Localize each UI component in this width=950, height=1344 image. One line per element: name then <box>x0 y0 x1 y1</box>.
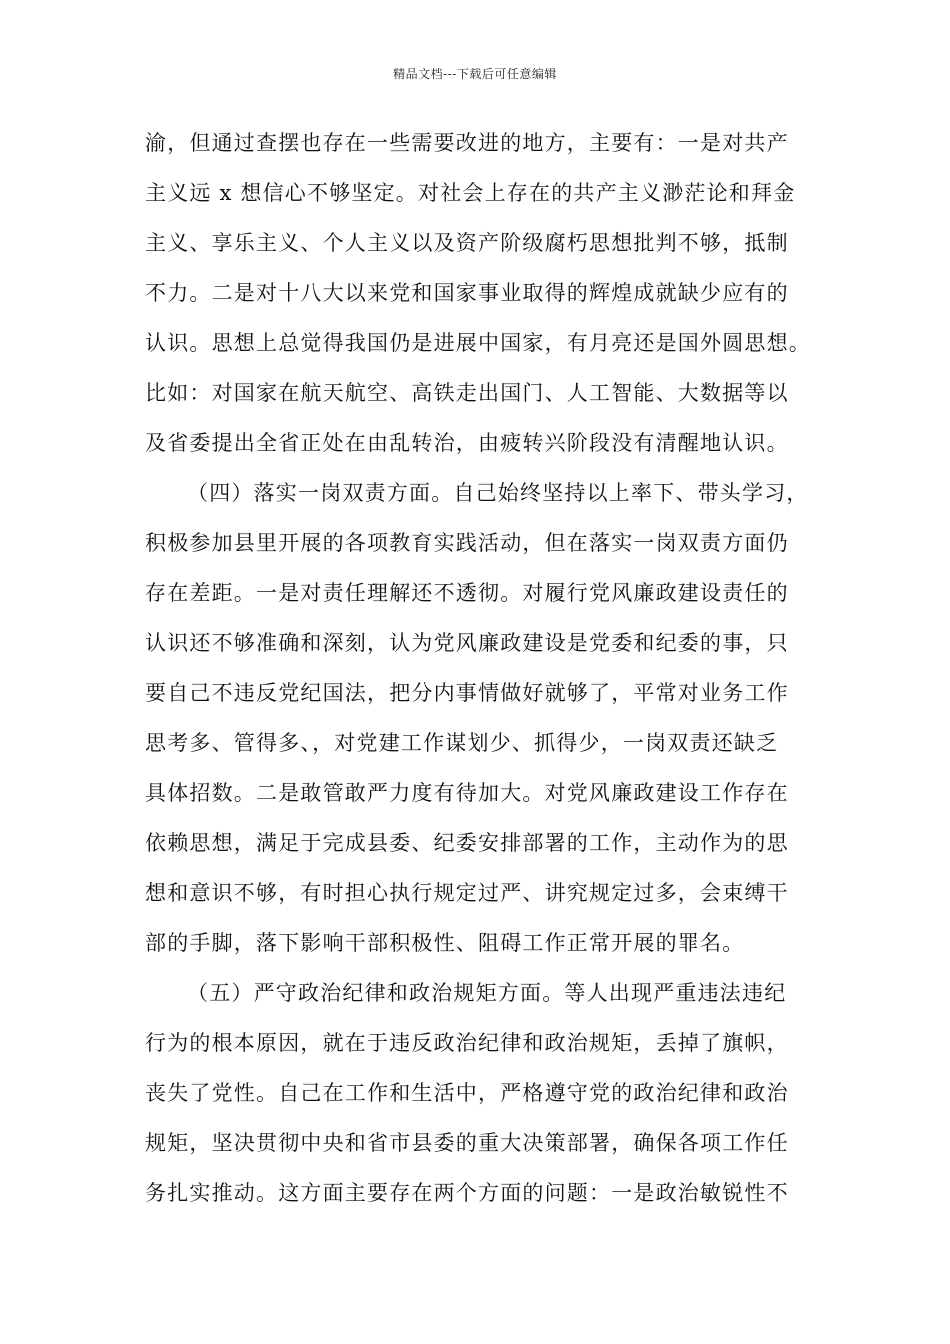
text-line: 比如：对国家在航天航空、高铁走出国门、人工智能、大数据等以 <box>145 381 789 405</box>
text-line: 思考多、管得多、，对党建工作谋划少、抓得少，一岗双责还缺乏 <box>145 731 779 755</box>
text-line: 认识。思想上总觉得我国仍是进展中国家，有月亮还是国外圆思想。 <box>145 331 811 355</box>
text-line: 行为的根本原因，就在于违反政治纪律和政治规矩，丢掉了旗帜， <box>145 1031 789 1055</box>
text-line: 及省委提出全省正处在由乱转治，由疲转兴阶段没有清醒地认识。 <box>145 431 789 455</box>
text-line: 丧失了党性。自己在工作和生活中，严格遵守党的政治纪律和政治 <box>145 1081 789 1105</box>
text-line: 规矩，坚决贯彻中央和省市县委的重大决策部署，确保各项工作任 <box>145 1131 789 1155</box>
text-line: 存在差距。一是对责任理解还不透彻。对履行党风廉政建设责任的 <box>145 581 789 605</box>
text-line: 不力。二是对十八大以来党和国家事业取得的辉煌成就缺少应有的 <box>145 281 789 305</box>
text-line: 主义远 x 想信心不够坚定。对社会上存在的共产主义渺茫论和拜金 <box>145 181 796 205</box>
text-line: 想和意识不够，有时担心执行规定过严、讲究规定过多，会束缚干 <box>145 881 789 905</box>
text-line: 认识还不够准确和深刻，认为党风廉政建设是党委和纪委的事，只 <box>145 631 789 655</box>
page-header: 精品文档---下载后可任意编辑 <box>393 67 557 81</box>
text-line: 依赖思想，满足于完成县委、纪委安排部署的工作，主动作为的思 <box>145 831 789 855</box>
text-line: 积极参加县里开展的各项教育实践活动，但在落实一岗双责方面仍 <box>145 531 789 555</box>
text-line: 具体招数。二是敢管敢严力度有待加大。对党风廉政建设工作存在 <box>145 781 789 805</box>
text-line: 主义、享乐主义、个人主义以及资产阶级腐朽思想批判不够，抵制 <box>145 231 789 255</box>
text-line: 要自己不违反党纪国法，把分内事情做好就够了，平常对业务工作 <box>145 681 789 705</box>
text-line: 渝，但通过查摆也存在一些需要改进的地方，主要有：一是对共产 <box>145 131 789 155</box>
text-line: 部的手脚，落下影响干部积极性、阻碍工作正常开展的罪名。 <box>145 931 745 955</box>
text-line: 务扎实推动。这方面主要存在两个方面的问题：一是政治敏锐性不 <box>145 1181 789 1205</box>
text-line: （五）严守政治纪律和政治规矩方面。等人出现严重违法违纪 <box>187 981 787 1005</box>
text-line: （四）落实一岗双责方面。自己始终坚持以上率下、带头学习， <box>187 481 809 505</box>
document-body <box>145 128 815 1228</box>
